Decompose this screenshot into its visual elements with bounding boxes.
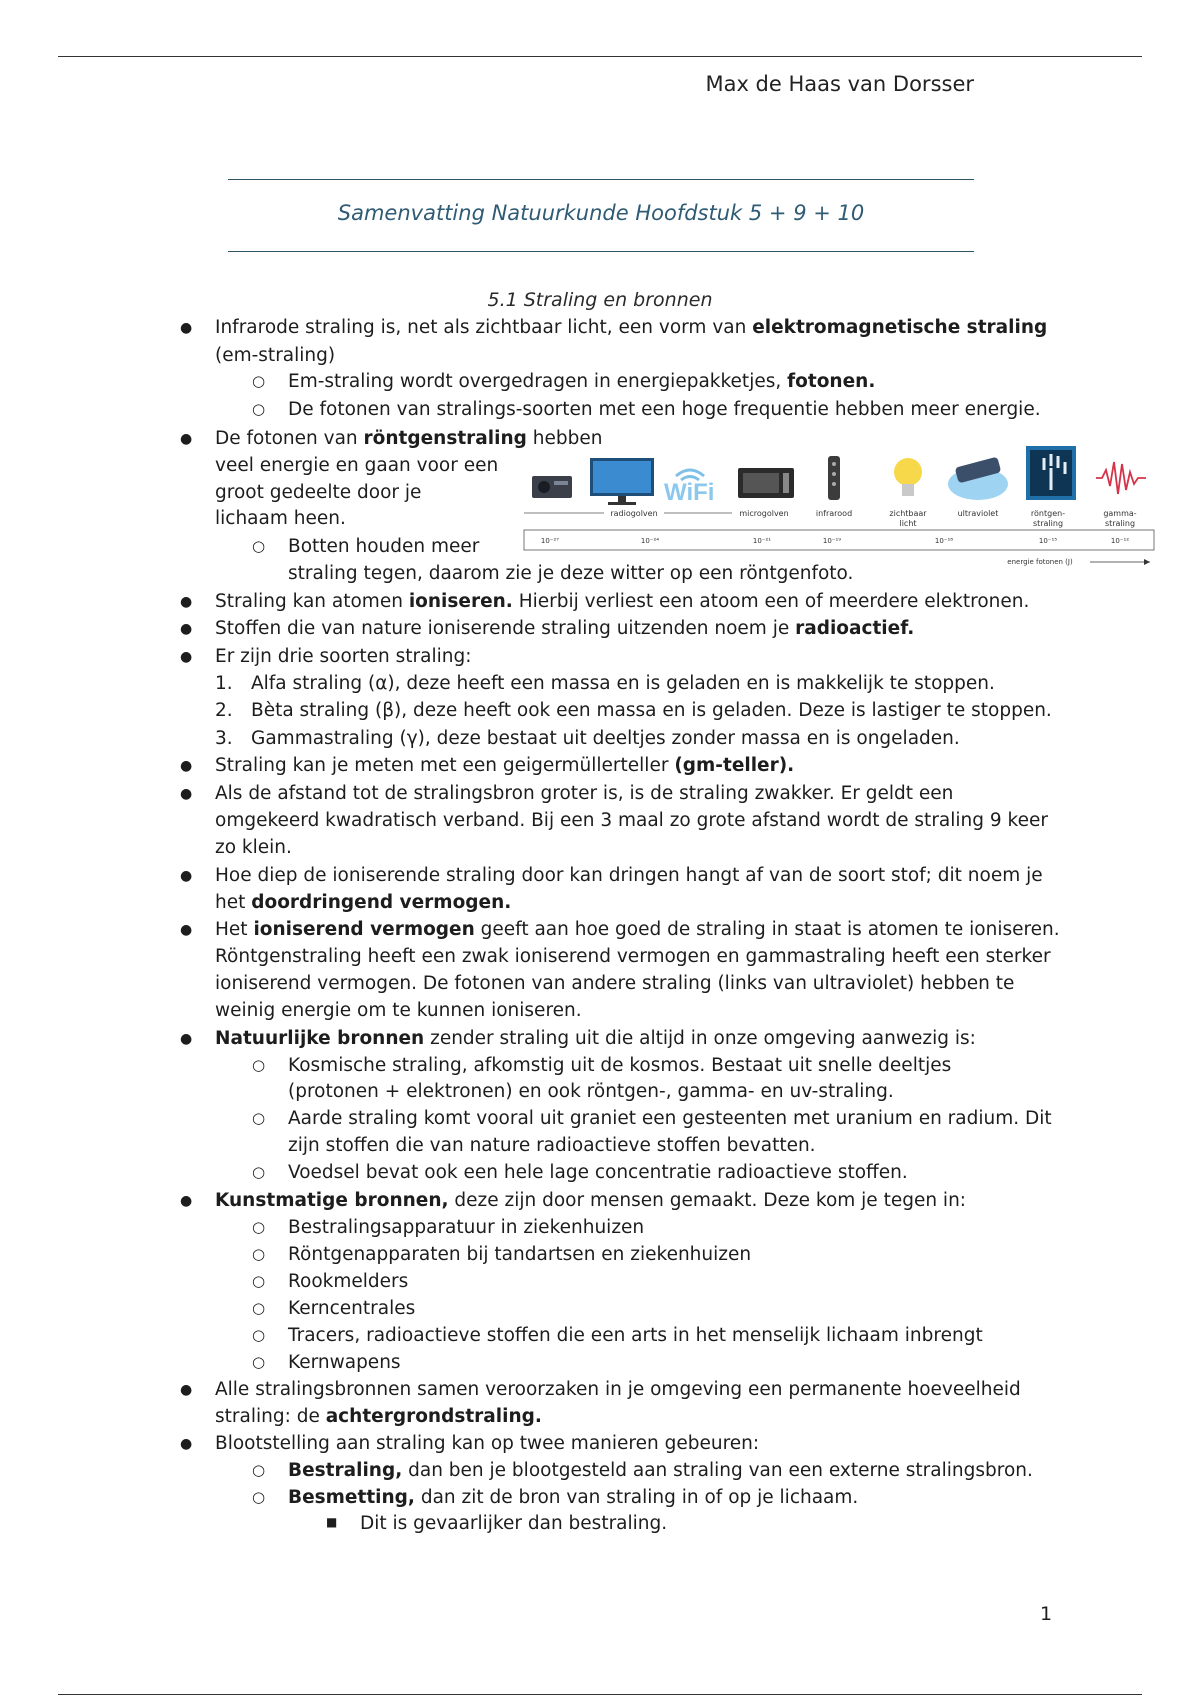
label-ultraviolet: ultraviolet: [957, 509, 999, 518]
sub-bullet-circle: ○: [252, 1272, 266, 1290]
tick-label: 10⁻²¹: [752, 537, 772, 545]
text-line: Tracers, radioactieve stoffen die een arts in het menselijk lichaam inbrengt: [288, 1325, 983, 1346]
sub-bullet-circle: ○: [252, 400, 266, 418]
sub-bullet-circle: ○: [252, 1488, 266, 1506]
bullet-dot: ●: [180, 649, 193, 665]
text-line: De fotonen van stralings-soorten met een hoge frequentie hebben meer energie.: [288, 399, 1041, 420]
text-line: (protonen + elektronen) en ook röntgen-, gamma- en uv-straling.: [288, 1081, 894, 1102]
text-line: Kunstmatige bronnen, deze zijn door mensen gemaakt. Deze kom je tegen in:: [215, 1190, 967, 1211]
text-line: Besmetting, dan zit de bron van straling in of op je lichaam.: [288, 1487, 859, 1508]
bottom-rule: [58, 1694, 1142, 1695]
text-line: veel energie en gaan voor een: [215, 455, 499, 476]
title-top-rule: [228, 179, 974, 180]
text-line: ioniserend vermogen. De fotonen van andere straling (links van ultraviolet) hebben te: [215, 973, 1015, 994]
bullet-dot: ●: [180, 621, 193, 637]
label-rontgen-straling: straling: [1032, 519, 1064, 528]
text-line: weinig energie om te kunnen ioniseren.: [215, 1000, 582, 1021]
text-line: Kerncentrales: [288, 1298, 416, 1319]
text-line: Röntgenapparaten bij tandartsen en ziekenhuizen: [288, 1244, 752, 1265]
text-line: Blootstelling aan straling kan op twee manieren gebeuren:: [215, 1433, 760, 1454]
bullet-dot: ●: [180, 1031, 193, 1047]
sub-bullet-circle: ○: [252, 1245, 266, 1263]
text-line: Dit is gevaarlijker dan bestraling.: [360, 1513, 668, 1534]
sub-bullet-circle: ○: [252, 372, 266, 390]
radio-icon: [532, 476, 572, 498]
text-line: straling tegen, daarom zie je deze witter op een röntgenfoto.: [288, 563, 854, 584]
text-line: Infrarode straling is, net als zichtbaar licht, een vorm van elektromagnetische straling: [215, 317, 1048, 338]
label-gamma-straling: straling: [1104, 519, 1136, 528]
tick-label: 10⁻²⁴: [640, 537, 660, 545]
bullet-dot: ●: [180, 786, 193, 802]
text-line: Em-straling wordt overgedragen in energiepakketjes, fotonen.: [288, 371, 876, 392]
sub-bullet-circle: ○: [252, 1163, 266, 1181]
section-heading: 5.1 Straling en bronnen: [487, 289, 713, 311]
text-line: Natuurlijke bronnen zender straling uit die altijd in onze omgeving aanwezig is:: [215, 1028, 976, 1049]
em-spectrum-figure: [520, 446, 1160, 571]
label-zichtbaar: zichtbaar: [889, 509, 927, 518]
text-line: Stoffen die van nature ioniserende straling uitzenden noem je radioactief.: [215, 618, 915, 639]
bullet-dot: ●: [180, 1382, 193, 1398]
title-bottom-rule: [228, 251, 974, 252]
list-number: 3.: [215, 728, 233, 749]
author-name: Max de Haas van Dorsser: [705, 72, 974, 96]
document-title: Samenvatting Natuurkunde Hoofdstuk 5 + 9 + 10: [337, 201, 865, 225]
bullet-dot: ●: [180, 758, 193, 774]
sub-bullet-circle: ○: [252, 1299, 266, 1317]
text-line: Alle stralingsbronnen samen veroorzaken in je omgeving een permanente hoeveelheid: [215, 1379, 1021, 1400]
text-line: groot gedeelte door je: [215, 482, 422, 503]
bullet-dot: ●: [180, 922, 193, 938]
text-line: Het ioniserend vermogen geeft aan hoe goed de straling in staat is atomen te ioniseren.: [215, 919, 1060, 940]
text-line: lichaam heen.: [215, 508, 346, 529]
text-line: Kosmische straling, afkomstig uit de kosmos. Bestaat uit snelle deeltjes: [288, 1055, 952, 1076]
tv-icon: [590, 458, 654, 505]
tick-label: 10⁻¹⁸: [934, 537, 954, 545]
text-line: Botten houden meer: [288, 536, 480, 557]
top-rule: [58, 56, 1142, 57]
svg-text:WiFi: WiFi: [664, 479, 715, 506]
light-bulb-icon: [894, 458, 922, 496]
label-microgolven: microgolven: [739, 509, 789, 518]
tick-label: 10⁻¹⁵: [1038, 537, 1058, 545]
sub-sub-bullet-square: ■: [326, 1515, 338, 1529]
remote-icon: [828, 456, 840, 500]
sub-bullet-circle: ○: [252, 537, 266, 555]
sub-bullet-circle: ○: [252, 1056, 266, 1074]
text-line: zo klein.: [215, 837, 292, 858]
text-line: Kernwapens: [288, 1352, 401, 1373]
text-line: (em-straling): [215, 345, 336, 366]
text-line: zijn stoffen die van nature radioactieve stoffen bevatten.: [288, 1135, 816, 1156]
uv-lamp-icon: [948, 457, 1008, 500]
label-gamma: gamma-: [1103, 509, 1137, 518]
bullet-dot: ●: [180, 320, 193, 336]
text-line: Bèta straling (β), deze heeft ook een massa en is geladen. Deze is lastiger te stoppen.: [251, 700, 1052, 721]
label-rontgen: röntgen-: [1030, 509, 1066, 518]
bullet-dot: ●: [180, 431, 193, 447]
bullet-dot: ●: [180, 1436, 193, 1452]
text-line: Als de afstand tot de stralingsbron groter is, is de straling zwakker. Er geldt een: [215, 783, 954, 804]
text-line: Bestralingsapparatuur in ziekenhuizen: [288, 1217, 645, 1238]
label-licht: licht: [899, 519, 917, 528]
text-line: De fotonen van röntgenstraling hebben: [215, 428, 603, 449]
text-line: Röntgenstraling heeft een zwak ioniserend vermogen en gammastraling heeft een sterker: [215, 946, 1051, 967]
text-line: Straling kan atomen ioniseren. Hierbij verliest een atoom een of meerdere elektronen.: [215, 591, 1030, 612]
text-line: Bestraling, dan ben je blootgesteld aan straling van een externe stralingsbron.: [288, 1460, 1033, 1481]
page-number: 1: [1040, 1603, 1053, 1625]
text-line: straling: de achtergrondstraling.: [215, 1406, 542, 1427]
text-line: Aarde straling komt vooral uit graniet een gesteenten met uranium en radium. Dit: [288, 1108, 1052, 1129]
text-line: Rookmelders: [288, 1271, 409, 1292]
text-line: Voedsel bevat ook een hele lage concentratie radioactieve stoffen.: [288, 1162, 908, 1183]
energy-axis-label: energie fotonen (J): [1007, 558, 1073, 566]
microwave-icon: [738, 468, 794, 498]
text-line: Straling kan je meten met een geigermüllerteller (gm-teller).: [215, 755, 795, 776]
label-radiogolven: radiogolven: [610, 509, 658, 518]
tick-label: 10⁻¹⁹: [822, 537, 842, 545]
list-number: 2.: [215, 700, 233, 721]
text-line: Hoe diep de ioniserende straling door kan dringen hangt af van de soort stof; dit noem je: [215, 865, 1043, 886]
text-line: Gammastraling (γ), deze bestaat uit deeltjes zonder massa en is ongeladen.: [251, 728, 960, 749]
sub-bullet-circle: ○: [252, 1461, 266, 1479]
text-line: Alfa straling (α), deze heeft een massa en is geladen en is makkelijk te stoppen.: [251, 673, 995, 694]
text-line: Er zijn drie soorten straling:: [215, 646, 472, 667]
label-infrarood: infrarood: [815, 509, 853, 518]
list-number: 1.: [215, 673, 233, 694]
tick-label: 10⁻²⁷: [540, 537, 560, 545]
bullet-dot: ●: [180, 1193, 193, 1209]
bullet-dot: ●: [180, 868, 193, 884]
bullet-dot: ●: [180, 594, 193, 610]
text-line: omgekeerd kwadratisch verband. Bij een 3 maal zo grote afstand wordt de straling 9 keer: [215, 810, 1048, 831]
gamma-wave-icon: [1096, 462, 1146, 494]
xray-icon: [1026, 446, 1076, 500]
sub-bullet-circle: ○: [252, 1218, 266, 1236]
tick-label: 10⁻¹²: [1110, 537, 1130, 545]
sub-bullet-circle: ○: [252, 1326, 266, 1344]
wifi-icon: [664, 470, 714, 506]
sub-bullet-circle: ○: [252, 1109, 266, 1127]
text-line: het doordringend vermogen.: [215, 892, 512, 913]
sub-bullet-circle: ○: [252, 1353, 266, 1371]
